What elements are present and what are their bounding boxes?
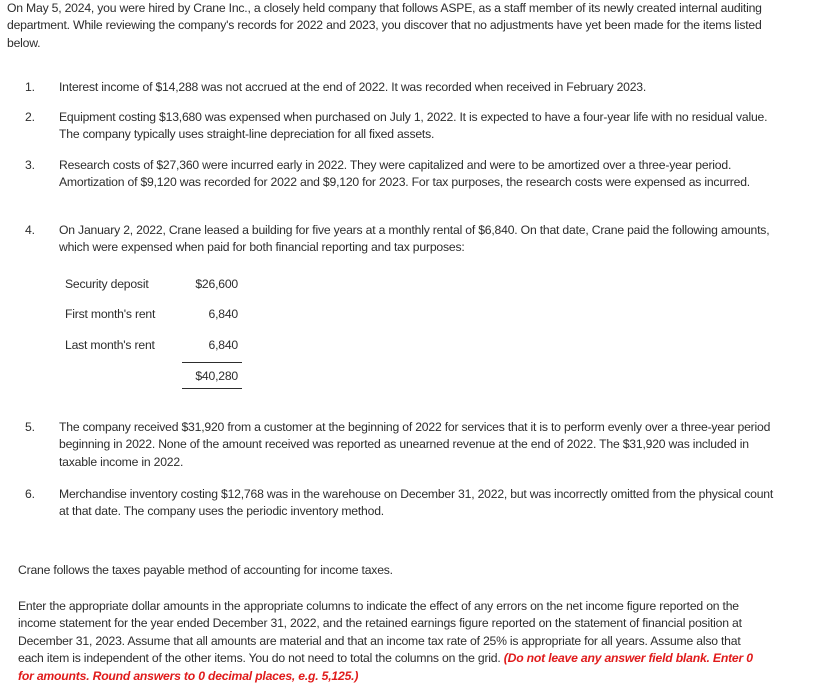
deposit-label: Last month's rent [65, 338, 155, 352]
item-number: 3. [25, 158, 35, 172]
item-text: Interest income of $14,288 was not accrued at the end of 2022. It was recorded when received in February 2023. [59, 80, 647, 94]
item-number: 4. [25, 223, 35, 237]
total-underline [182, 388, 242, 389]
item-text: On January 2, 2022, Crane leased a building for five years at a monthly rental of $6,840. On that date, Crane paid the following amounts, which were expensed when paid for both financial reporting and tax purposes: [59, 223, 770, 255]
instructions-text: Enter the appropriate dollar amounts in the appropriate columns to indicate the effect of any errors on the net income figure reported on the income statement for the year ended December 31, 2022, and the retained earnings figure reported on the statement of financial position at December 31, 2023. Assume that all amounts are material and that an income tax rate of 25% is appropriate for all years. Assume also that each item is independent of the other items. You do not need to total the columns on the grid. [18, 599, 742, 666]
item-text: Merchandise inventory costing $12,768 was in the warehouse on December 31, 2022, but was incorrectly omitted from the physical count at that date. The company uses the periodic inventory method. [59, 487, 774, 519]
answer-note: (Do not leave any answer field blank. Enter 0 for amounts. Round answers to 0 decimal places, e.g. 5,125.) [18, 651, 753, 683]
deposit-amount: $26,600 [195, 277, 238, 291]
deposit-label: Security deposit [65, 277, 149, 291]
total-rule [182, 362, 242, 363]
method-statement: Crane follows the taxes payable method of accounting for income taxes. [18, 563, 393, 577]
deposit-total: $40,280 [195, 369, 238, 383]
item-number: 1. [25, 80, 35, 94]
deposit-label: First month's rent [65, 307, 156, 321]
item-text: Research costs of $27,360 were incurred early in 2022. They were capitalized and were to be amortized over a three-year period. Amortization of $9,120 was recorded for 2022 and $9,120 for 2023. For tax purposes, the research costs were expensed as incurred. [59, 158, 750, 190]
item-number: 2. [25, 110, 35, 124]
item-number: 6. [25, 487, 35, 501]
intro-paragraph: On May 5, 2024, you were hired by Crane Inc., a closely held company that follows ASPE, as a staff member of its newly created internal auditing department. While reviewing the company's records for 2022 and 2023, you discover that no adjustments have yet been made for the items listed below. [7, 1, 762, 50]
deposit-amount: 6,840 [208, 338, 238, 352]
instructions-paragraph [18, 598, 768, 685]
item-text: The company received $31,920 from a customer at the beginning of 2022 for services that it is to perform evenly over a three-year period beginning in 2022. None of the amount received was reported as unearned revenue at the end of 2022. The $31,920 was included in taxable income in 2022. [59, 420, 771, 469]
item-number: 5. [25, 420, 35, 434]
item-text: Equipment costing $13,680 was expensed when purchased on July 1, 2022. It is expected to have a four-year life with no residual value. The company typically uses straight-line depreciation for all fixed assets. [59, 110, 768, 142]
deposit-amount: 6,840 [208, 307, 238, 321]
